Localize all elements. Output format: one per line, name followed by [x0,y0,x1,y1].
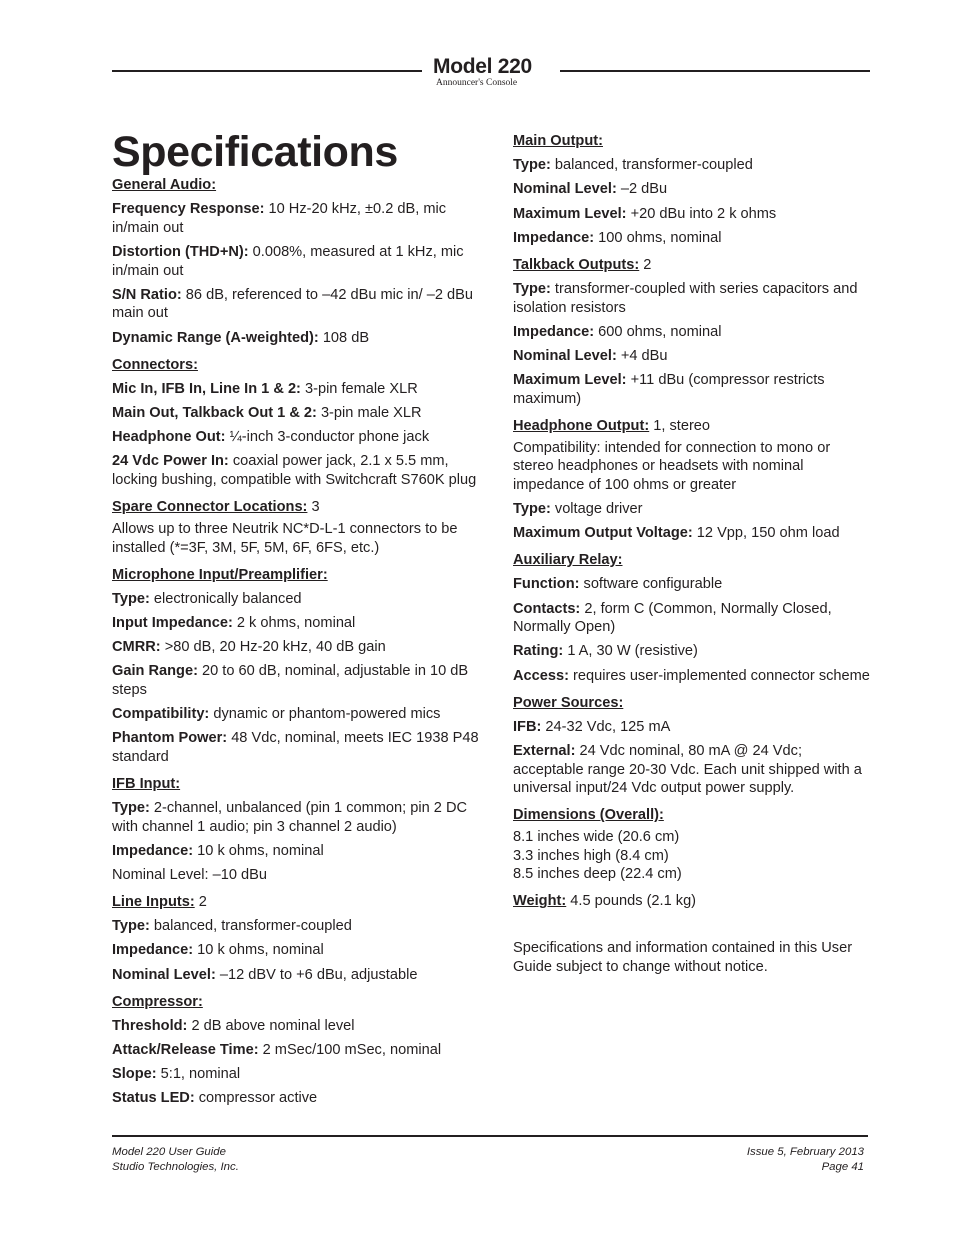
notice-text: Specifications and information contained in this User Guide subject to change without notice. [513,940,853,975]
section-heading-value: 2 [194,893,207,910]
spec-item [112,729,482,766]
section-heading-row [513,417,873,436]
spec-label: Dynamic Range (A-weighted): [112,329,319,346]
spec-item [513,229,873,248]
spec-label: Compatibility: [112,706,210,723]
spec-value: 24-32 Vdc, 125 mA [541,718,671,735]
spec-label: Type: [112,918,150,935]
spec-item [513,280,873,317]
spec-label: External: [513,743,576,759]
section-heading: Compressor: [112,993,203,1010]
spec-item [513,347,873,366]
spec-label: Impedance: [112,842,194,859]
spec-label: Impedance: [513,323,595,340]
section-heading-row [112,356,482,375]
spec-label: Access: [513,667,569,684]
spec-item [112,966,482,985]
section-text: Allows up to three Neutrik NC*D-L-1 connectors to be installed (*=3F, 3M, 5F, 5M, 6F, 6FS, etc.) [112,520,458,556]
section-heading-row [513,892,873,911]
spec-item [112,286,482,323]
section-heading-row [513,256,873,275]
spec-item [112,243,482,280]
section-power-sources [513,694,873,798]
dimension-line: 8.5 inches deep (22.4 cm) [513,866,682,883]
section-heading: Line Inputs: [112,893,195,910]
section-heading-value: 4.5 pounds (2.1 kg) [566,893,697,910]
spec-item [513,667,873,686]
spec-label: Main Out, Talkback Out 1 & 2: [112,404,317,421]
left-column [112,176,482,1108]
spec-item [112,200,482,237]
spec-value: 3-pin female XLR [300,380,418,397]
spec-label: Impedance: [513,229,595,246]
spec-label: Type: [513,280,551,297]
spec-label: Type: [112,800,150,816]
spec-item [112,428,482,447]
spec-item [513,742,873,798]
right-column [513,132,873,976]
spec-item [112,842,482,861]
section-main-output [513,132,873,247]
footer-page-number: Page 41 [821,1161,864,1173]
section-heading-row [112,566,482,585]
spec-label: Gain Range: [112,663,198,680]
spec-value: 2 mSec/100 mSec, nominal [258,1041,442,1058]
spec-label: S/N Ratio: [112,286,182,303]
spec-item [112,1041,482,1060]
spec-item [112,1065,482,1084]
section-heading: Main Output: [513,133,603,149]
spec-item [112,404,482,423]
spec-item [513,524,873,543]
spec-value: 108 dB [318,329,370,346]
spec-item [513,642,873,661]
spec-value: 100 ohms, nominal [594,229,722,246]
section-heading-value: 1, stereo [649,417,711,434]
section-weight [513,892,873,911]
spec-value: +20 dBu into 2 k ohms [626,205,777,222]
spec-value: 0.008%, measured at 1 kHz, mic in/main out [112,243,464,279]
spec-label: Threshold: [112,1017,188,1034]
spec-value: 600 ohms, nominal [594,323,722,340]
page-title: Specifications [112,128,398,176]
spec-value: 2, form C (Common, Normally Closed, Normally Open) [513,600,832,636]
spec-value: transformer-coupled with series capacitors and isolation resistors [513,280,858,316]
section-heading-row [112,893,482,912]
spec-value: coaxial power jack, 2.1 x 5.5 mm, locking bushing, compatible with Switchcraft S760K plug [112,453,477,488]
spec-value: 3-pin male XLR [316,404,422,421]
section-dimensions [513,806,873,884]
spec-label: Maximum Level: [513,372,627,389]
spec-item [513,500,873,519]
section-compressor [112,993,482,1108]
spec-value: >80 dB, 20 Hz-20 kHz, 40 dB gain [160,639,386,656]
spec-value: –2 dBu [616,181,668,198]
spec-value: 48 Vdc, nominal, meets IEC 1938 P48 standard [112,730,479,765]
spec-label: Type: [513,157,551,174]
spec-label: 24 Vdc Power In: [112,453,229,470]
section-headphone-output [513,417,873,543]
spec-label: Function: [513,576,580,593]
spec-label: Type: [513,501,551,518]
spec-label: Distortion (THD+N): [112,243,249,260]
spec-label: Type: [112,590,150,607]
section-heading-row [112,775,482,794]
spec-item [112,614,482,633]
spec-label: Phantom Power: [112,730,228,747]
spec-label: Headphone Out: [112,429,226,446]
spec-value: 10 k ohms, nominal [193,842,324,859]
spec-label: Impedance: [112,942,194,959]
section-heading-row [513,806,873,825]
spec-value: software configurable [579,576,723,593]
section-text: Compatibility: intended for connection to mono or stereo headphones or headsets with nominal impedance of 100 ohms or greater [513,439,831,493]
spec-item [513,323,873,342]
spec-item [513,180,873,199]
spec-label: Status LED: [112,1090,195,1107]
spec-item [513,718,873,737]
spec-item [112,1089,482,1108]
dimension-line: 3.3 inches high (8.4 cm) [513,847,669,864]
spec-value: balanced, transformer-coupled [149,918,352,935]
spec-value: requires user-implemented connector scheme [568,667,870,684]
spec-item [112,799,482,836]
logo-subtitle: Announcer's Console [436,78,518,88]
footer-left [112,1145,239,1175]
section-line-inputs [112,893,482,984]
header-rule-right [560,70,870,72]
footer-issue: Issue 5, February 2013 [746,1146,864,1158]
spec-item [513,156,873,175]
spec-label: Maximum Level: [513,205,627,222]
section-heading: Dimensions (Overall): [513,807,664,824]
spec-item [112,662,482,699]
section-heading-row [112,498,482,517]
spec-value: 20 to 60 dB, nominal, adjustable in 10 dB steps [112,663,469,698]
spec-label: IFB: [513,718,542,735]
section-heading-row [513,551,873,570]
spec-value: 12 Vpp, 150 ohm load [692,525,840,542]
section-heading: General Audio: [112,177,217,193]
spec-label: Maximum Output Voltage: [513,525,693,542]
section-heading: Power Sources: [513,694,624,711]
spec-item [513,575,873,594]
section-heading-row [112,993,482,1012]
spec-value: voltage driver [550,501,643,518]
spec-value: dynamic or phantom-powered mics [209,706,441,723]
spec-value: –12 dBV to +6 dBu, adjustable [215,966,418,983]
spec-item [112,380,482,399]
section-heading-value: 2 [639,256,652,273]
section-heading: Headphone Output: [513,417,650,434]
section-heading: IFB Input: [112,775,181,792]
section-heading: Auxiliary Relay: [513,552,623,569]
footer-rule [112,1135,868,1137]
spec-item [112,941,482,960]
section-heading-value: 3 [307,498,320,515]
spec-item [112,866,482,885]
spec-item [112,917,482,936]
spec-value: Nominal Level: –10 dBu [112,866,267,883]
spec-label: Rating: [513,643,564,660]
spec-value: 5:1, nominal [156,1066,241,1083]
dimension-line: 8.1 inches wide (20.6 cm) [513,829,680,846]
spec-value: ¼-inch 3-conductor phone jack [225,429,430,446]
section-heading: Talkback Outputs: [513,256,640,273]
spec-value: +11 dBu (compressor restricts maximum) [513,372,825,407]
spec-item [513,600,873,637]
spec-value: 2 k ohms, nominal [232,614,356,631]
spec-label: CMRR: [112,639,161,656]
section-heading-row [112,176,482,195]
spec-item [112,1017,482,1036]
spec-label: Attack/Release Time: [112,1041,259,1058]
section-heading-row [513,694,873,713]
section-auxiliary-relay [513,551,873,685]
section-heading: Connectors: [112,356,198,373]
spec-value: 10 Hz-20 kHz, ±0.2 dB, mic in/main out [112,201,447,236]
spec-value: 86 dB, referenced to –42 dBu mic in/ –2 dBu main out [112,286,473,322]
spec-item [112,329,482,348]
spec-value: 2 dB above nominal level [187,1017,355,1034]
header-rule-left [112,70,422,72]
spec-label: Frequency Response: [112,201,265,218]
spec-value: +4 dBu [616,347,668,364]
footer-right [747,1145,864,1175]
section-spare-connectors [112,498,482,557]
logo-model-name: Model 220 [433,55,532,78]
section-general-audio [112,176,482,347]
spec-item [513,205,873,224]
spec-item [112,590,482,609]
spec-value: 1 A, 30 W (resistive) [563,643,698,660]
spec-value: compressor active [194,1090,318,1107]
spec-item [112,452,482,489]
section-heading: Weight: [513,893,567,910]
section-heading: Microphone Input/Preamplifier: [112,566,328,583]
model-logo [433,56,551,88]
spec-label: Nominal Level: [513,181,617,198]
footer-company: Studio Technologies, Inc. [112,1161,239,1173]
spec-label: Slope: [112,1066,157,1083]
footer-guide-title: Model 220 User Guide [112,1146,226,1158]
spec-value: electronically balanced [149,590,302,607]
spec-value: 10 k ohms, nominal [193,942,324,959]
spec-item [513,371,873,408]
spec-value: 24 Vdc nominal, 80 mA @ 24 Vdc; acceptable range 20-30 Vdc. Each unit shipped with a universal input/24 Vdc output power supply. [513,743,862,797]
section-talkback-outputs [513,256,873,409]
spec-value: 2-channel, unbalanced (pin 1 common; pin 2 DC with channel 1 audio; pin 3 channel 2 audio) [112,800,468,835]
spec-item [112,705,482,724]
spec-label: Nominal Level: [112,966,216,983]
spec-value: balanced, transformer-coupled [550,157,753,174]
spec-label: Contacts: [513,600,581,617]
spec-item [112,638,482,657]
spec-label: Input Impedance: [112,614,233,631]
section-connectors [112,356,482,490]
section-microphone-input [112,566,482,767]
section-heading: Spare Connector Locations: [112,498,308,515]
section-ifb-input [112,775,482,885]
section-heading-row [513,132,873,151]
spec-label: Nominal Level: [513,347,617,364]
section-lines [513,828,873,884]
spec-label: Mic In, IFB In, Line In 1 & 2: [112,380,301,397]
